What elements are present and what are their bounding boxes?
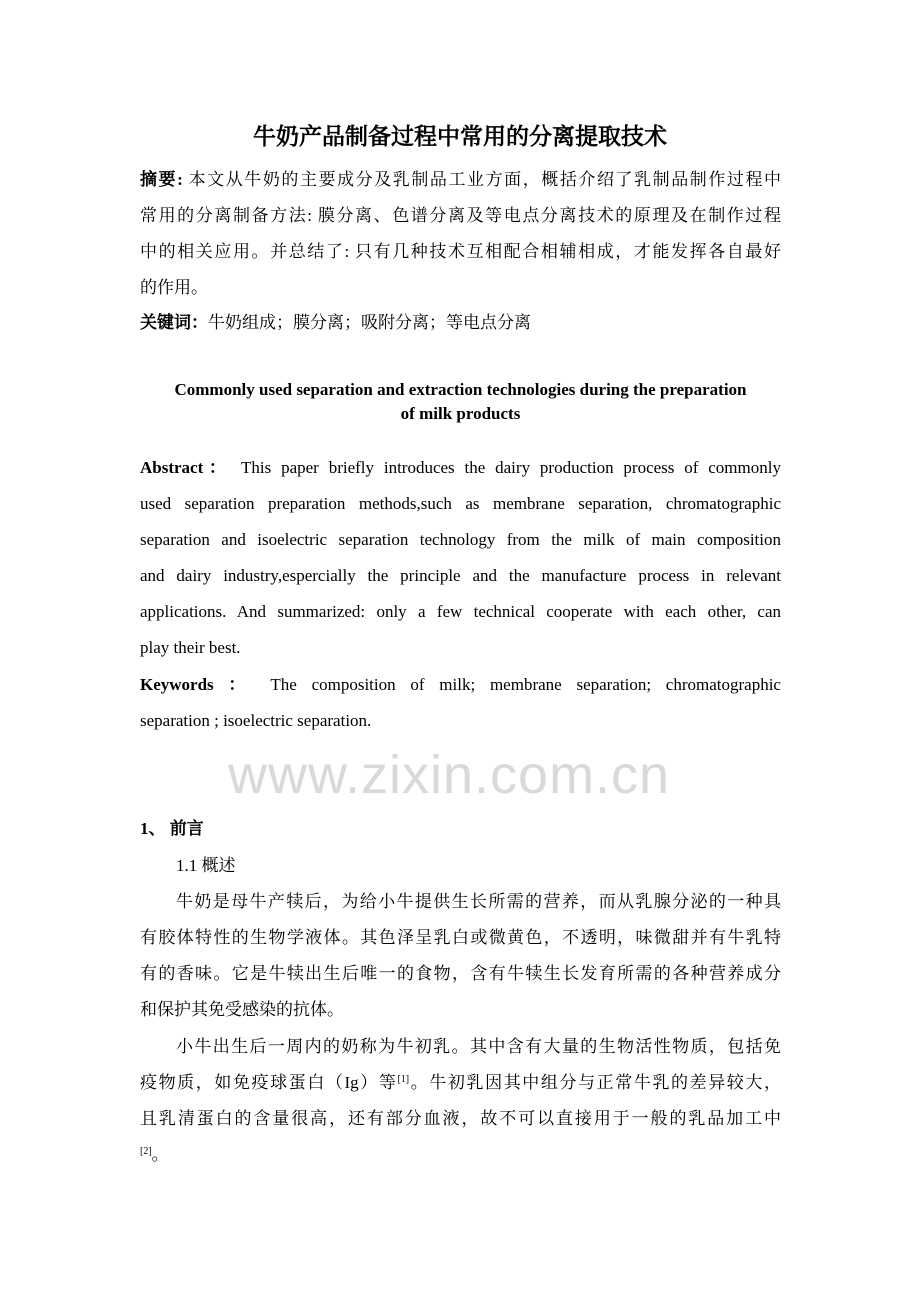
english-title-line: Commonly used separation and extraction technologies during the preparation [174,380,747,399]
keywords-cn [140,311,781,335]
keywords-en-line [140,673,781,697]
paragraph-line: 且乳清蛋白的含量很高，还有部分血液，故不可以直接用于一般的乳品加工中 [140,1109,781,1128]
english-title-line: of milk products [400,404,521,423]
keywords-en-line: separation ; isoelectric separation. [140,711,372,730]
abstract-en-line: used separation preparation methods,such as membrane separation, chromatographic [140,494,781,513]
abstract-en-line: applications. And summarized: only a few technical cooperate with each other, can [140,602,781,621]
subsection-heading: 1.1 概述 [176,856,236,875]
paragraph-line: 小牛出生后一周内的奶称为牛初乳。其中含有大量的生物活性物质，包括免 [176,1037,781,1056]
keywords-en-label: Keywords ： [140,675,256,694]
abstract-en-line: and dairy industry,espercially the principle and the manufacture process in relevant [140,566,781,585]
abstract-cn-line: 常用的分离制备方法: 膜分离、色谱分离及等电点分离技术的原理及在制作过程 [140,206,781,225]
paragraph-text: 。 [151,1145,169,1164]
section-heading: 1、 前言 [140,819,204,838]
paragraph-line: 牛奶是母牛产犊后，为给小牛提供生长所需的营养，而从乳腺分泌的一种具 [176,892,781,911]
paragraph-line: 和保护其免受感染的抗体。 [140,1000,344,1019]
paragraph-line: 有胶体特性的生物学液体。其色泽呈乳白或微黄色，不透明，味微甜并有牛乳特 [140,928,781,947]
keywords-en-text: The composition of milk; membrane separation; chromatographic [270,675,781,694]
abstract-en-label: Abstract： [140,458,232,477]
citation-ref: [2] [140,1146,152,1157]
keywords-cn-label: 关键词： [140,313,208,332]
abstract-en-line: separation and isoelectric separation technology from the milk of main composition [140,530,781,549]
paragraph-text: 。牛初乳因其中组分与正常牛乳的差异较大， [409,1073,781,1092]
abstract-en-line [140,456,781,480]
watermark: www.zixin.com.cn [228,745,671,805]
abstract-cn-line [140,168,781,192]
abstract-cn-label: 摘要: [140,170,183,189]
paragraph-text: 疫物质，如免疫球蛋白（Ig）等 [140,1073,398,1092]
keywords-cn-text: 牛奶组成；膜分离；吸附分离；等电点分离 [208,313,531,332]
abstract-cn-text: 本文从牛奶的主要成分及乳制品工业方面，概括介绍了乳制品制作过程中 [188,170,781,189]
document-title: 牛奶产品制备过程中常用的分离提取技术 [253,124,667,150]
paragraph-line: 有的香味。它是牛犊出生后唯一的食物，含有牛犊生长发育所需的各种营养成分 [140,964,781,983]
abstract-cn-line: 中的相关应用。并总结了: 只有几种技术互相配合相辅相成，才能发挥各自最好 [140,242,781,261]
citation-ref: [1] [397,1074,410,1085]
paragraph-line [140,1143,781,1167]
paragraph-line [140,1071,781,1095]
abstract-cn-line: 的作用。 [140,278,208,297]
abstract-en-line: play their best. [140,638,241,657]
abstract-en-text: This paper briefly introduces the dairy production process of commonly [241,458,781,477]
